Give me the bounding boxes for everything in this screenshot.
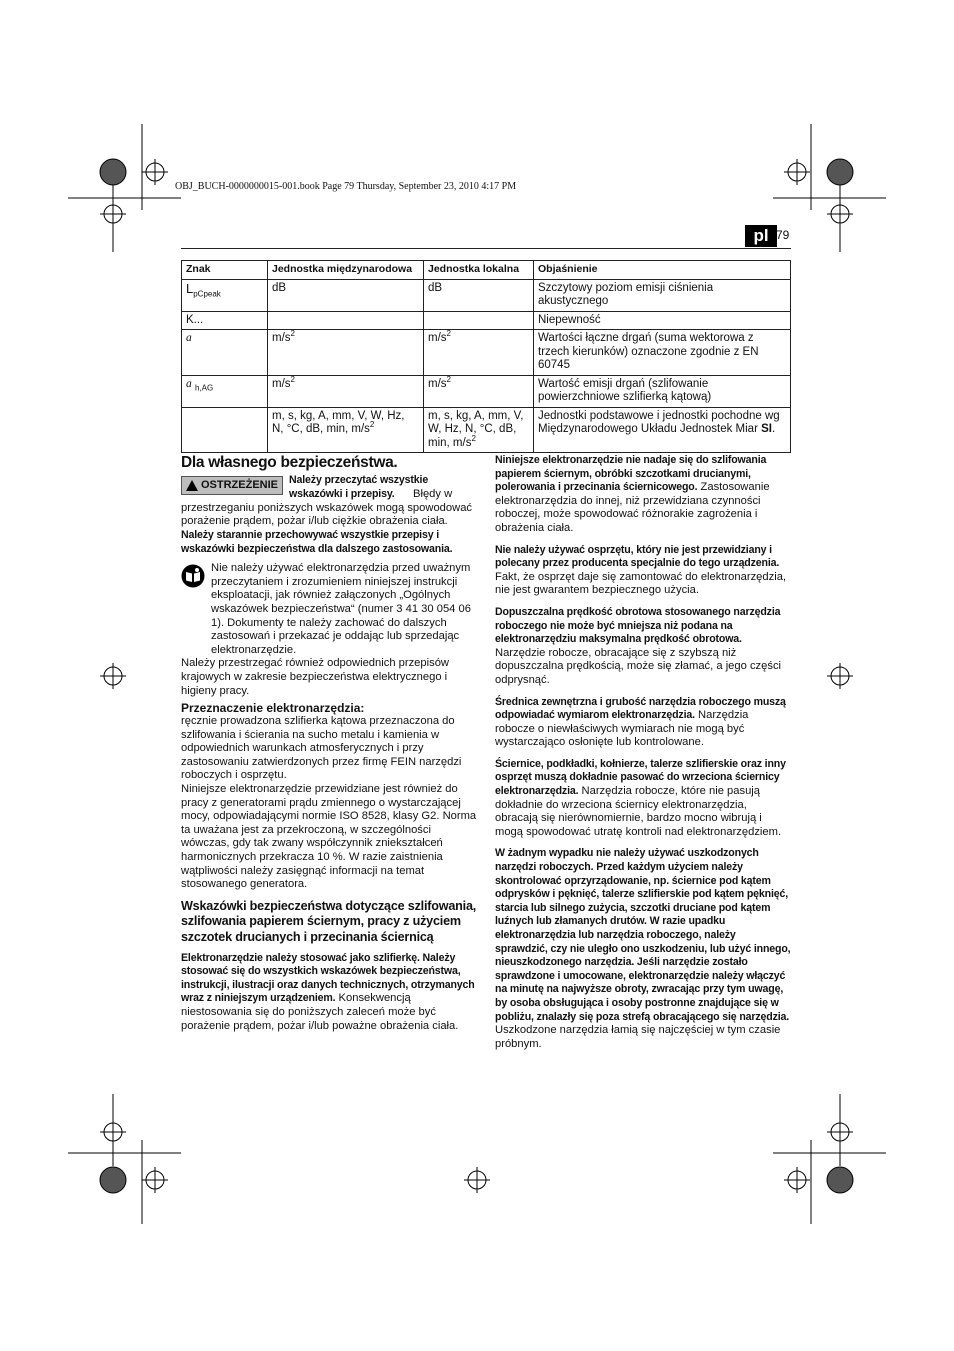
manual-text: Nie należy używać elektronarzędzia przed uważnym przeczytaniem i zrozumieniem niniejszej instrukcji eksploatacji, jak również załączonych „Ogólnych wskazówek bezpieczeństwa“ (numer 3 41 30 054 06 1). Dokumenty te należy zachować do dalszych zastosowań i przekazać je oddając lub sprzedając elektronarzędzie. xyxy=(211,562,471,656)
table-row xyxy=(182,311,791,330)
purpose-heading: Przeznaczenie elektronarzędzia: xyxy=(181,701,365,716)
local-unit-cell xyxy=(424,311,534,330)
table-row xyxy=(182,407,791,453)
header-rule xyxy=(181,248,791,249)
warning-text: Błędy w przestrzeganiu poniższych wskazówek mogą spowodować porażenie prądem, pożar i/lub ciężkie obrażenia ciała. xyxy=(181,488,473,528)
symbol-cell: K... xyxy=(182,311,268,330)
units-table xyxy=(181,260,791,453)
table-header-cell: Objaśnienie xyxy=(534,261,791,280)
safety-paragraph: Ściernice, podkładki, kołnierze, talerze szlifierskie oraz inny osprzęt muszą dokładnie pasować do wrzeciona ściernicy elektronarzędzia. Narzędzia robocze, które nie pasują dokładnie do wrzeciona ściernicy elektronarzędzia, obracają się nierównomiernie, bardzo mocno wibrują i mogą spowodować utratę kontroli nad elektronarzędziem. xyxy=(495,757,786,838)
description-cell: Wartość emisji drgań (szlifowanie powierzchniowe szlifierką kątową) xyxy=(534,375,791,407)
left-column xyxy=(181,454,477,1033)
symbol-cell: a xyxy=(182,330,268,376)
safety-paragraph: Niniejsze elektronarzędzie nie nadaje się do szlifowania papierem ściernym, obróbki szczotkami drucianymi, polerowania i przecinania ściernicowego. Zastosowanie elektronarzędzia do innej, niż przewidziana czynności roboczej, może spowodować różnorakie zagrożenia i obrażenia ciała. xyxy=(495,454,770,534)
table-row xyxy=(182,375,791,407)
safety-paragraph: Nie należy używać osprzętu, który nie jest przewidziany i polecany przez producenta specjalnie do tego urządzenia. Fakt, że osprzęt daje się zamontować do elektronarzędzia, nie jest gwarantem bezpiecznego użycia. xyxy=(495,543,787,597)
keep-instructions-text: Należy starannie przechowywać wszystkie przepisy i wskazówki bezpieczeństwa dla dalszego zastosowania. xyxy=(181,528,453,555)
right-column xyxy=(495,454,791,1051)
local-unit-cell: m, s, kg, A, mm, V, W, Hz, N, °C, dB, min, $m/s^2$ xyxy=(424,407,534,453)
symbol-cell: $L_{pCpeak}$ xyxy=(182,279,268,311)
local-unit-cell: $m/s^2$ xyxy=(424,375,534,407)
generator-text: Niniejsze elektronarzędzie przewidziane jest również do pracy z generatorami prądu zmiennego o wystarczającej mocy, odpowiadającymi normie ISO 8528, klasy G2. Norma ta uważana jest za przekroczoną, w szczególności wówczas, gdy tak zwany współczynnik zniekształceń harmonicznych przekracza 10 %. W razie zaistnienia wątpliwości należy zasięgnąć informacji na temat stosowanego generatora. xyxy=(181,783,477,891)
local-unit-cell: dB xyxy=(424,279,534,311)
table-row xyxy=(182,279,791,311)
safety-paragraph: Dopuszczalna prędkość obrotowa stosowanego narzędzia roboczego nie może być mniejsza niż podana na elektronarzędziu maksymalna prędkość obrotowa. Narzędzie robocze, obracające się z szybszą niż dopuszczalna prędkością, może się złamać, a jego części odprysnąć. xyxy=(495,605,782,686)
manual-notice xyxy=(181,562,477,657)
description-cell: Niepewność xyxy=(534,311,791,330)
symbol-cell xyxy=(182,407,268,453)
intl-unit-cell: dB xyxy=(268,279,424,311)
local-unit-cell: $m/s^2$ xyxy=(424,330,534,376)
national-rules-text: Należy przestrzegać również odpowiednich przepisów krajowych w zakresie bezpieczeństwa elektrycznego i higieny pracy. xyxy=(181,657,450,697)
table-header-row xyxy=(182,261,791,280)
symbol-cell: a $_{h,AG}$ xyxy=(182,375,268,407)
safety-paragraph: W żadnym wypadku nie należy używać uszkodzonych narzędzi roboczych. Przed każdym użyciem należy skontrolować oprzyrządowanie, np. ściernice pod kątem odprysków i pęknięć, talerze szlifierskie pod kątem pęknięć, starcia lub silnego zużycia, szczotki druciane pod kątem luźnych lub złamanych drutów. W razie upadku elektronarzędzia lub narzędzia roboczego, należy sprawdzić, czy nie uległo ono uszkodzeniu, lub użyć innego, nieuszkodzonego narzędzia. Jeśli narzędzie zostało sprawdzone i umocowane, elektronarzędzie należy włączyć na minutę na najwyższe obroty, zwracając przy tym uwagę, by osoba obsługująca i osoby postronne znajdujące się w pobliżu, znalazły się poza strefą obracającego się narzędzia. Uszkodzone narzędzia łamią się najczęściej w tym czasie próbnym. xyxy=(495,847,791,1050)
intl-unit-cell: $m/s^2$ xyxy=(268,330,424,376)
page-number: 79 xyxy=(776,228,790,242)
safety-paragraph: Średnica zewnętrzna i grubość narzędzia roboczego muszą odpowiadać wymiarom elektronarzędzia. Narzędzia robocze o niewłaściwych wymiarach nie mogą być wystarczająco osłonięte lub kontrolowane. xyxy=(495,695,786,749)
grinder-paragraph: Elektronarzędzie należy stosować jako szlifierkę. Należy stosować się do wszystkich wskazówek bezpieczeństwa, instrukcji, ilustracji oraz danych technicznych, otrzymanych wraz z niniejszym urządzeniem. Konsekwencją niestosowania się do poniższych zaleceń może być porażenie prądem, pożar i/lub poważne obrażenia ciała. xyxy=(181,951,475,1032)
purpose-text: ręcznie prowadzona szlifierka kątowa przeznaczona do szlifowania i ścierania na sucho metalu i kamienia w odpowiednich warunkach atmosferycznych i przy zastosowaniu zatwierdzonych przez firmę FEIN narzędzi roboczych i osprzętu. xyxy=(181,715,462,782)
description-cell: Jednostki podstawowe i jednostki pochodne wg Międzynarodowego Układu Jednostek Miar SI. xyxy=(534,407,791,453)
intl-unit-cell: $m/s^2$ xyxy=(268,375,424,407)
grinding-safety-heading: Wskazówki bezpieczeństwa dotyczące szlifowania, szlifowania papierem ściernym, pracy z użyciem szczotek drucianych i przecinania ściernicą xyxy=(181,898,477,944)
table-header-cell: Jednostka lokalna xyxy=(424,261,534,280)
intl-unit-cell xyxy=(268,311,424,330)
read-manual-icon xyxy=(181,564,205,588)
table-header-cell: Znak xyxy=(182,261,268,280)
section-title: Dla własnego bezpieczeństwa. xyxy=(181,454,398,471)
file-header: OBJ_BUCH-0000000015-001.book Page 79 Thursday, September 23, 2010 4:17 PM xyxy=(175,181,517,192)
intl-unit-cell: m, s, kg, A, mm, V, W, Hz, N, °C, dB, min, $m/s^2$ xyxy=(268,407,424,453)
warning-triangle-icon xyxy=(186,480,198,491)
language-badge: pl xyxy=(745,225,777,247)
warning-badge: OSTRZEŻENIE xyxy=(181,476,283,495)
table-header-cell: Jednostka międzynarodowa xyxy=(268,261,424,280)
warning-text-head: Należy przeczytać wszystkie wskazówki i przepisy. xyxy=(289,474,429,500)
table-row xyxy=(182,330,791,376)
description-cell: Wartości łączne drgań (suma wektorowa z trzech kierunków) oznaczone zgodnie z EN 60745 xyxy=(534,330,791,376)
description-cell: Szczytowy poziom emisji ciśnienia akustycznego xyxy=(534,279,791,311)
